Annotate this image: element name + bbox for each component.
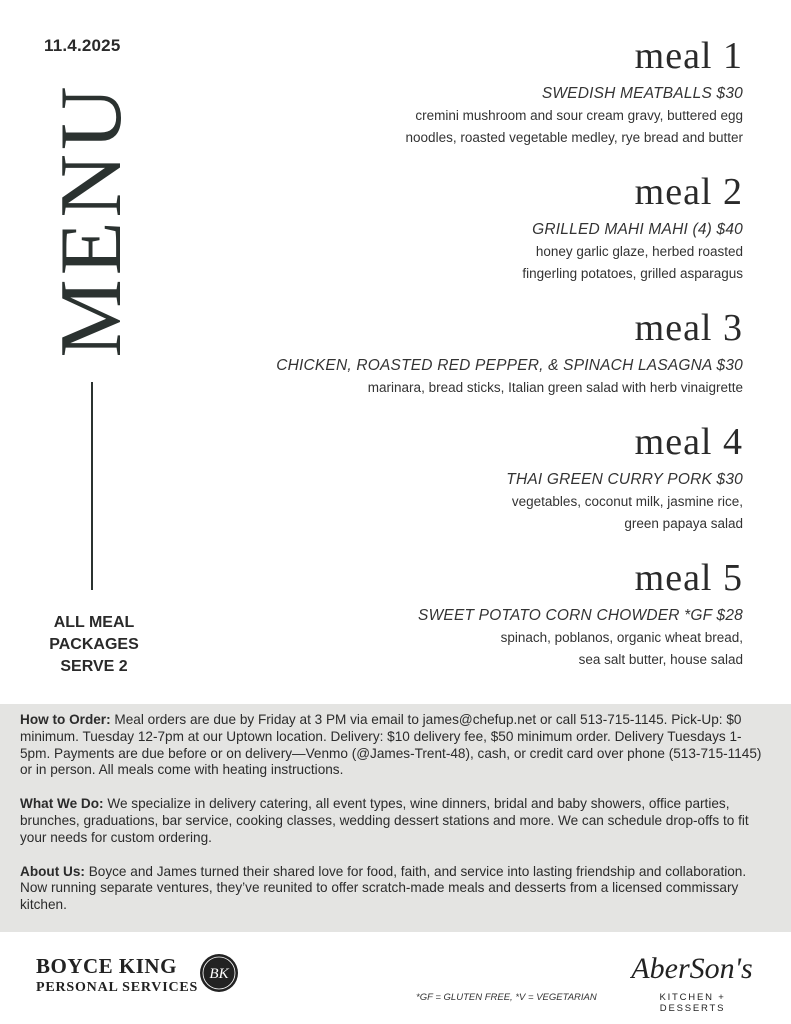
- about-us-label: About Us:: [20, 863, 85, 879]
- how-to-order-text: Meal orders are due by Friday at 3 PM via email to james@chefup.net or call 513-715-1145. Pick-Up: $0 minimum. Tuesday 12-7pm at our Uptown location. Delivery: $10 delivery fee, $50 minimum order. Delivery Tuesdays 1-5pm. Payments are due before or on delivery—Venmo (@James-Trent-48), cash, or credit card over phone (513-715-1145) or in person. All meals come with heating instructions.: [20, 712, 762, 778]
- meal-dish: SWEDISH MEATBALLS $30: [541, 85, 743, 102]
- meal-description: marinara, bread sticks, Italian green salad with herb vinaigrette: [367, 380, 743, 395]
- boyce-king-brand: [36, 954, 198, 996]
- meal-item: [183, 170, 743, 285]
- what-we-do-label: What We Do:: [20, 796, 104, 812]
- meal-description: fingerling potatoes, grilled asparagus: [522, 266, 743, 281]
- serves-line: SERVE 2: [60, 658, 128, 675]
- footer: [0, 932, 791, 1024]
- menu-heading-text: MENU: [43, 82, 140, 358]
- meal-description: cremini mushroom and sour cream gravy, buttered egg: [415, 108, 743, 123]
- bk-monogram-icon: [200, 954, 238, 992]
- meal-description: spinach, poblanos, organic wheat bread,: [500, 630, 743, 645]
- meal-dish: THAI GREEN CURRY PORK $30: [506, 471, 743, 488]
- bk-monogram-text: BK: [209, 966, 229, 982]
- boyce-king-subtitle: PERSONAL SERVICES: [36, 980, 199, 995]
- how-to-order-label: How to Order:: [20, 712, 111, 727]
- abersons-brand: [630, 944, 755, 1014]
- meal-dish: GRILLED MAHI MAHI (4) $40: [532, 221, 743, 238]
- what-we-do: [20, 796, 771, 846]
- about-us: [20, 864, 771, 914]
- info-panel: [0, 704, 791, 932]
- abersons-logo-text: AberSon's: [631, 952, 753, 985]
- meal-description: sea salt butter, house salad: [578, 652, 743, 667]
- meal-item: [183, 34, 743, 149]
- meal-title: meal 2: [634, 171, 743, 213]
- meal-description: honey garlic glaze, herbed roasted: [535, 244, 743, 259]
- meal-description: green papaya salad: [624, 516, 743, 531]
- diet-legend: *GF = GLUTEN FREE, *V = VEGETARIAN: [416, 992, 597, 1003]
- meal-title: meal 3: [634, 307, 743, 349]
- meal-dish: SWEET POTATO CORN CHOWDER *GF $28: [418, 607, 743, 624]
- menu-heading: [43, 70, 140, 370]
- meal-item: [183, 306, 743, 399]
- serves-line: PACKAGES: [49, 636, 139, 653]
- meal-description: vegetables, coconut milk, jasmine rice,: [511, 494, 743, 509]
- meal-dish: CHICKEN, ROASTED RED PEPPER, & SPINACH LASAGNA $30: [276, 357, 743, 374]
- meal-title: meal 5: [634, 557, 743, 599]
- serves-line: ALL MEAL: [53, 614, 135, 631]
- about-us-text: Boyce and James turned their shared love for food, faith, and service into lasting friendship and collaboration. Now running separate ventures, they’ve reunited to offer scratch-made meals and desserts from a licensed commissary kitchen.: [20, 863, 747, 913]
- menu-date: 11.4.2025: [44, 36, 121, 55]
- boyce-king-name: BOYCE KING: [36, 954, 177, 978]
- meal-item: [183, 420, 743, 535]
- meal-title: meal 1: [634, 35, 743, 77]
- abersons-subtitle: KITCHEN + DESSERTS: [659, 992, 726, 1014]
- meal-item: [183, 556, 743, 671]
- meal-title: meal 4: [634, 421, 743, 463]
- serves-note: [20, 612, 168, 678]
- meal-description: noodles, roasted vegetable medley, rye bread and butter: [405, 130, 743, 145]
- what-we-do-text: We specialize in delivery catering, all event types, wine dinners, bridal and baby showers, office parties, brunches, graduations, bar service, cooking classes, wedding dessert stations and more. We can schedule drop-offs to fit your needs for custom ordering.: [20, 796, 749, 845]
- abersons-logo-icon: [630, 944, 755, 992]
- vertical-divider: [91, 382, 93, 590]
- how-to-order: [20, 712, 771, 779]
